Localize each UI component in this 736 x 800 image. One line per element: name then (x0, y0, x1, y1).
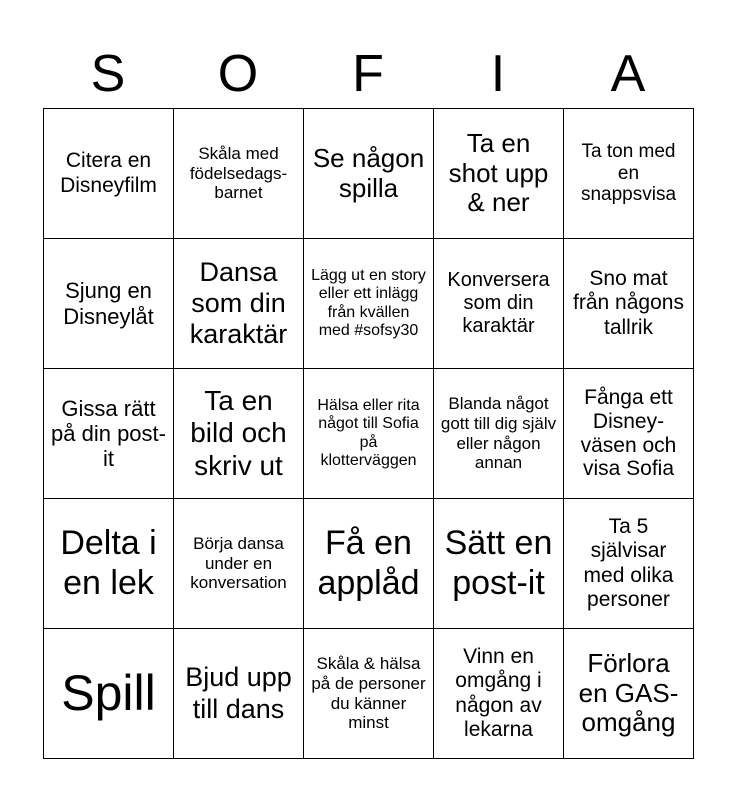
title-letter-f: F (352, 45, 384, 103)
cell-label: Delta i en lek (60, 524, 157, 602)
bingo-cell-r4c2[interactable] (174, 499, 304, 629)
cell-label: Ta ton med en snappsvisa (580, 140, 677, 206)
bingo-cell-r2c3[interactable] (304, 239, 434, 369)
bingo-cell-r3c4[interactable] (434, 369, 564, 499)
title-letter-i: I (490, 45, 506, 103)
bingo-cell-r1c4[interactable] (434, 109, 564, 239)
cell-label: Konversera som din karaktär (447, 269, 550, 337)
bingo-cell-r2c1[interactable] (44, 239, 174, 369)
bingo-cell-r3c3[interactable] (304, 369, 434, 499)
bingo-cell-r2c2[interactable] (174, 239, 304, 369)
grid-row-3 (44, 369, 694, 499)
bingo-cell-r3c1[interactable] (44, 369, 174, 499)
cell-label: Skåla & hälsa på de personer du känner minst (311, 654, 426, 733)
bingo-cell-r1c3[interactable] (304, 109, 434, 239)
bingo-cell-r5c2[interactable] (174, 629, 304, 759)
title-letter-a: A (610, 45, 646, 103)
bingo-cell-r4c1[interactable] (44, 499, 174, 629)
grid-row-2 (44, 239, 694, 369)
cell-label: Sätt en post-it (444, 524, 553, 602)
cell-label: Ta 5 självisar med olika personer (583, 515, 674, 611)
cell-label: Förlora en GAS-omgång (578, 647, 679, 738)
cell-label: Bjud upp till dans (185, 662, 292, 724)
grid-row-5 (44, 629, 694, 759)
cell-label: Spill (61, 664, 156, 721)
cell-label: Vinn en omgång i någon av lekarna (455, 645, 542, 741)
bingo-cell-r1c2[interactable] (174, 109, 304, 239)
bingo-cell-r5c1[interactable] (44, 629, 174, 759)
cell-label: Lägg ut en story eller ett inlägg från kvällen med #sofsy30 (311, 266, 426, 339)
bingo-cell-r5c4[interactable] (434, 629, 564, 759)
cell-label: Få en applåd (317, 524, 420, 602)
bingo-grid (43, 108, 694, 759)
grid-row-1 (44, 109, 694, 239)
cell-label: Börja dansa under en konversation (190, 534, 287, 593)
cell-label: Ta en shot upp & ner (448, 127, 549, 218)
bingo-title (43, 40, 693, 108)
cell-label: Sjung en Disneylåt (63, 278, 154, 329)
bingo-cell-r3c5[interactable] (564, 369, 694, 499)
cell-label: Se någon spilla (312, 142, 425, 203)
bingo-cell-r5c5[interactable] (564, 629, 694, 759)
cell-label: Hälsa eller rita något till Sofia på klotterväggen (317, 396, 420, 469)
cell-label: Fånga ett Disney-väsen och visa Sofia (580, 386, 677, 481)
bingo-cell-r4c3[interactable] (304, 499, 434, 629)
cell-label: Gissa rätt på din post-it (51, 395, 166, 472)
bingo-cell-r1c1[interactable] (44, 109, 174, 239)
bingo-cell-r1c5[interactable] (564, 109, 694, 239)
title-letter-s: S (90, 45, 126, 103)
bingo-cell-r2c5[interactable] (564, 239, 694, 369)
cell-label: Dansa som din karaktär (189, 256, 288, 350)
title-letter-o: O (217, 45, 259, 103)
cell-label: Skåla med födelsedags-barnet (189, 144, 288, 203)
bingo-cell-r2c4[interactable] (434, 239, 564, 369)
bingo-cell-r4c5[interactable] (564, 499, 694, 629)
bingo-cell-r4c4[interactable] (434, 499, 564, 629)
grid-row-4 (44, 499, 694, 629)
cell-label: Ta en bild och skriv ut (190, 385, 287, 481)
bingo-cell-r5c3[interactable] (304, 629, 434, 759)
cell-label: Sno mat från någons tallrik (573, 267, 684, 339)
cell-label: Blanda något gott till dig själv eller någon annan (440, 394, 557, 473)
bingo-cell-r3c2[interactable] (174, 369, 304, 499)
cell-label: Citera en Disneyfilm (60, 149, 157, 197)
